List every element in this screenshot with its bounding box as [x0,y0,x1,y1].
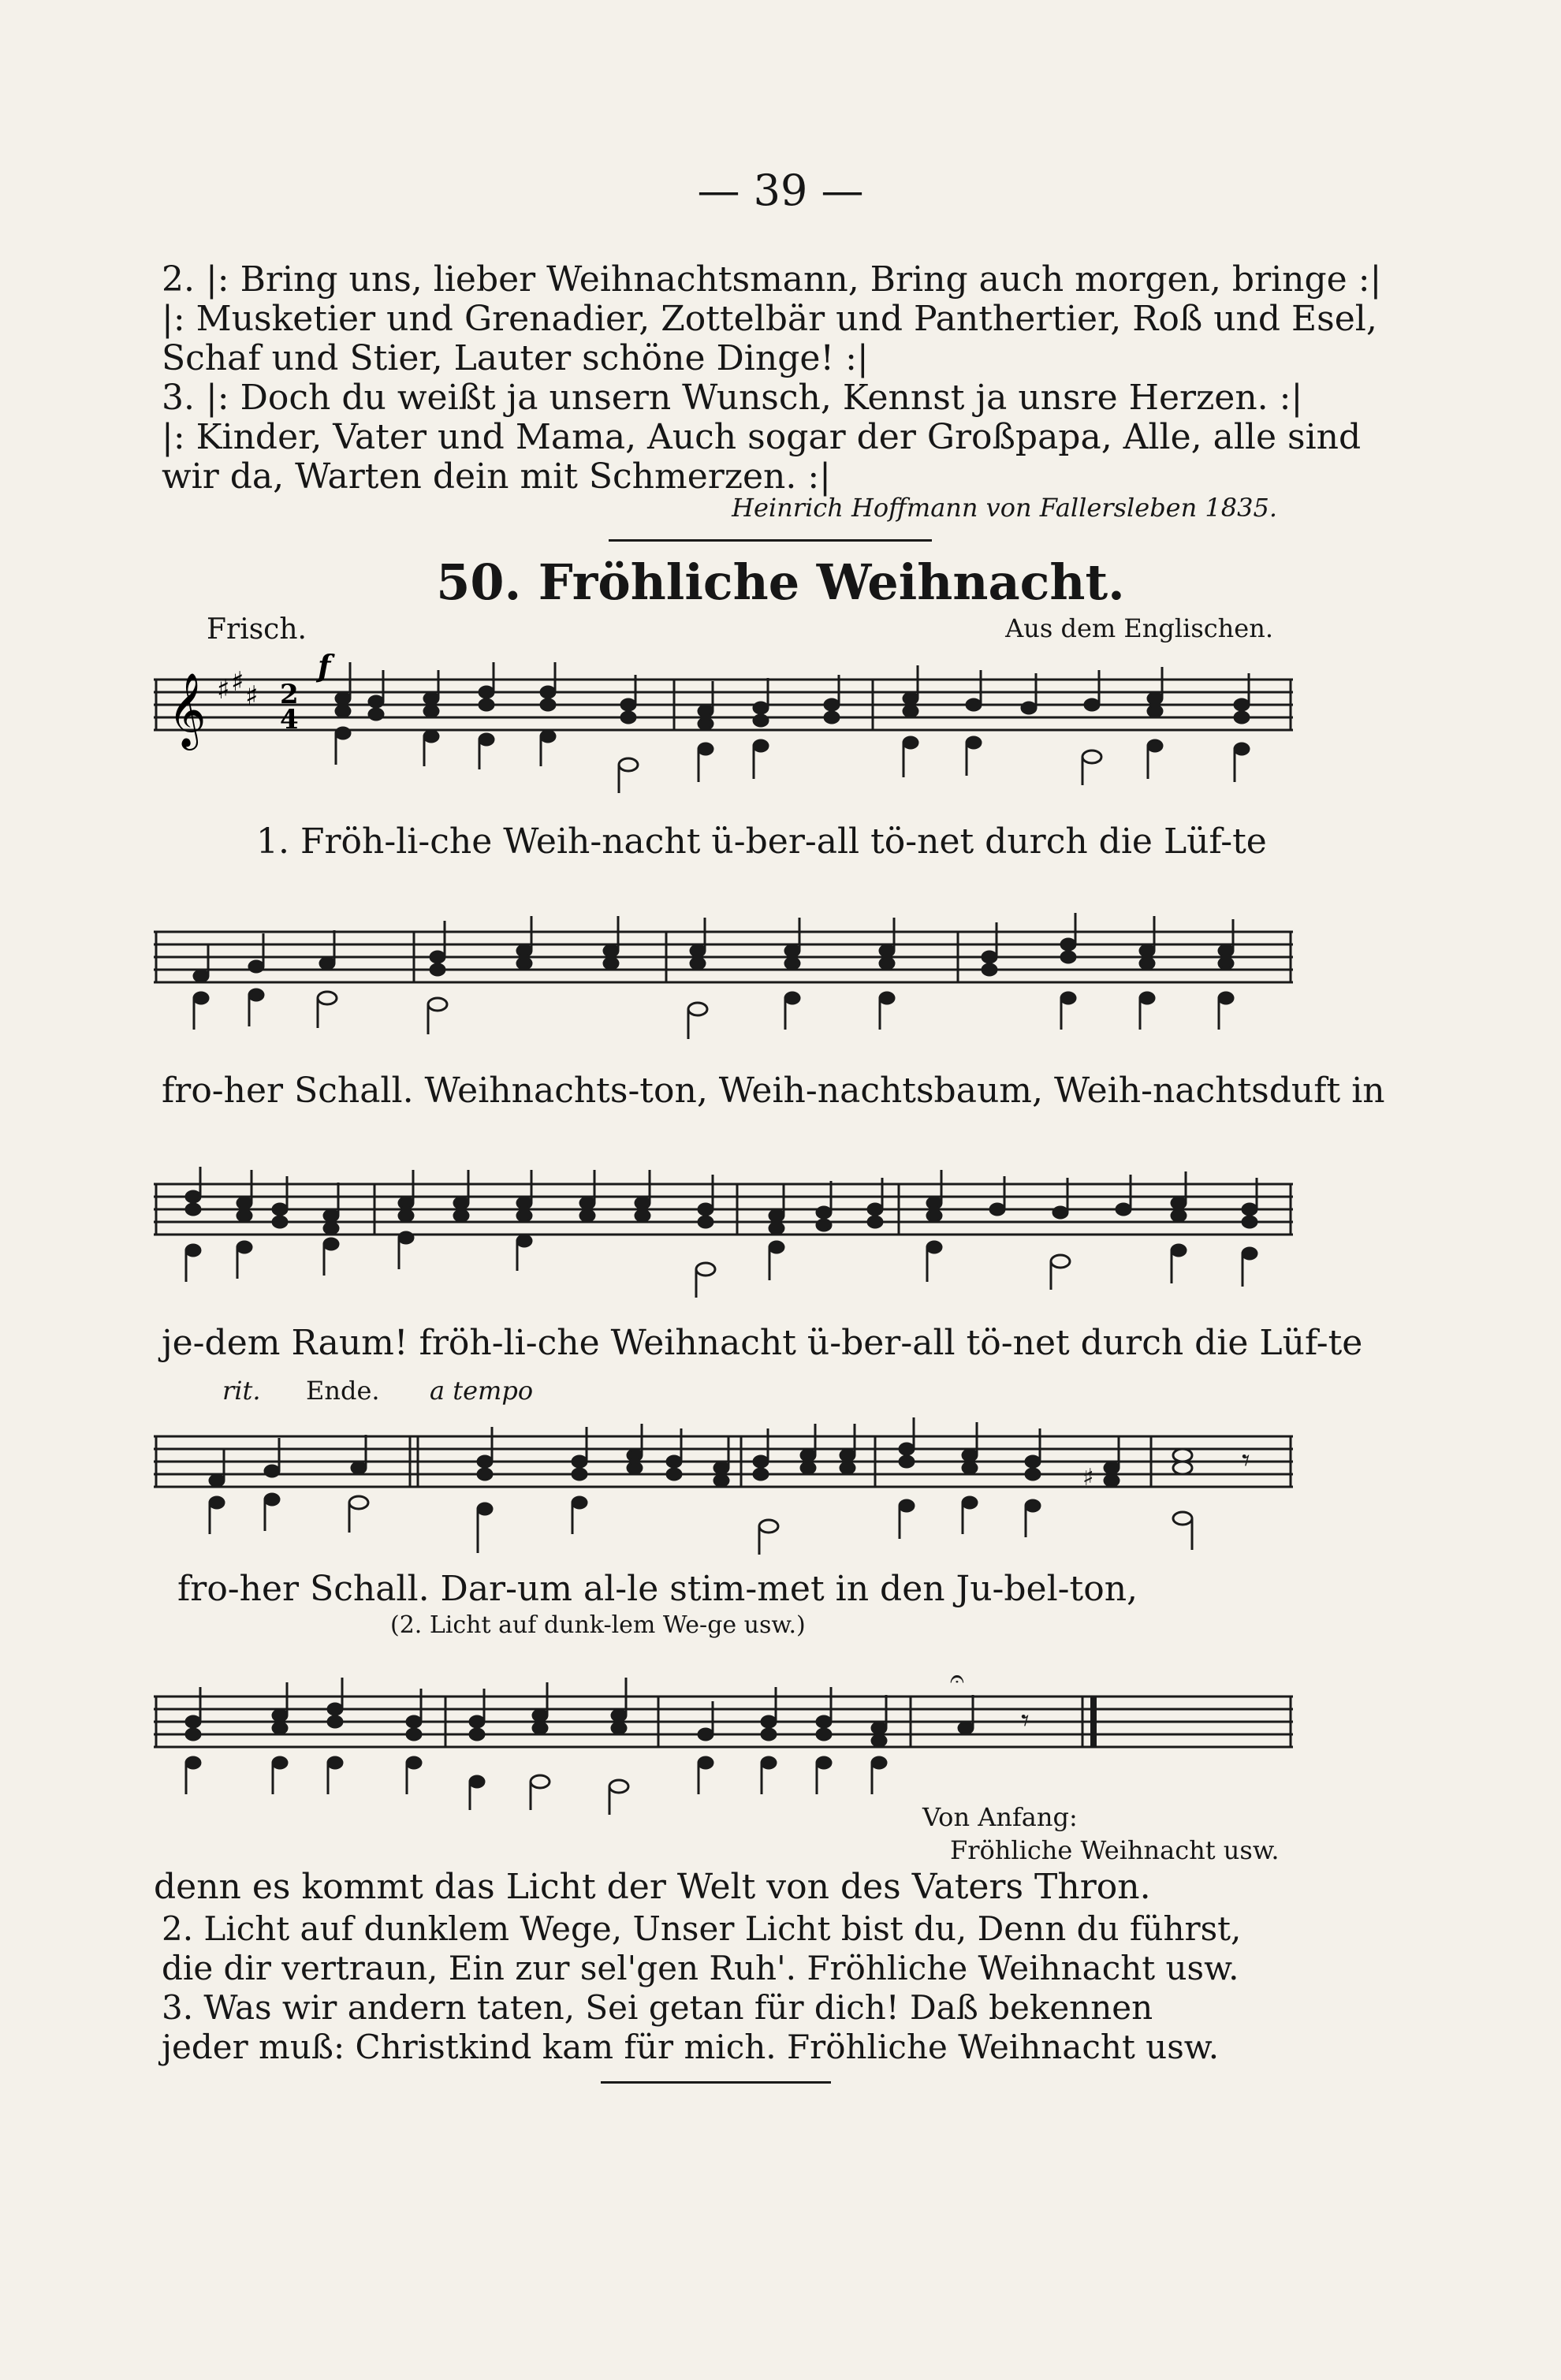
verse-line: 3. Was wir andern taten, Sei getan für dich! Daß bekennen [162,1988,1153,2027]
key-sharp-icon: ♯ [231,666,244,698]
von-anfang-mark: Von Anfang: [922,1802,1078,1832]
treble-clef-icon: 𝄞 [168,672,207,747]
dynamic-forte: f [318,648,331,683]
separator-rule [601,2081,831,2084]
page-number: — 39 — [697,166,864,215]
verse-line: die dir vertraun, Ein zur sel'gen Ruh'. Fröhliche Weihnacht usw. [162,1949,1239,1987]
verse-line: 3. |: Doch du weißt ja unsern Wunsch, Kennst ja unsre Herzen. :| [162,378,1303,418]
music-system-5 [154,1663,1293,1916]
key-sharp-icon: ♯ [245,680,259,712]
staff-4 [154,1403,1293,1561]
song-title: 50. Fröhliche Weihnacht. [436,553,1125,611]
ende-mark: Ende. [306,1376,380,1406]
lyric-line: je-dem Raum! fröh-li-che Weihnacht ü-ber-all tö-net durch die Lüf-te [162,1323,1363,1363]
source-note: Aus dem Englischen. [1005,613,1273,643]
staff-1 [154,646,1293,804]
time-signature: 4 [280,704,299,736]
verse-line: |: Musketier und Grenadier, Zottelbär und Panthertier, Roß und Esel, [162,299,1377,339]
staff-3 [154,1151,1293,1309]
lyric-line: 1. Fröh-li-che Weih-nacht ü-ber-all tö-net durch die Lüf-te [256,821,1267,862]
staff-5 [154,1663,1293,1821]
lyric-line: fro-her Schall. Dar-um al-le stim-met in den Ju-bel-ton, [177,1569,1138,1609]
music-system-4 [154,1403,1293,1656]
tempo-marking: Frisch. [207,613,307,646]
notes [186,1167,1257,1298]
song-verses [162,1909,1289,2067]
verse-line: |: Kinder, Vater und Mama, Auch sogar der Großpapa, Alle, alle sind [162,417,1362,457]
lyric-line: denn es kommt das Licht der Welt von des Vaters Thron. [154,1867,1151,1907]
refrain-mark: Fröhliche Weihnacht usw. [950,1835,1280,1865]
notes [186,1663,1030,1815]
separator-rule [609,539,932,542]
verse-line: jeder muß: Christkind kam für mich. Fröhliche Weihnacht usw. [162,2028,1220,2066]
lyric-line: fro-her Schall. Weihnachts-ton, Weih-nachtsbaum, Weih-nachtsduft in [162,1071,1385,1111]
author-credit: Heinrich Hoffmann von Fallersleben 1835. [732,493,1277,523]
time-signature: 2 [280,679,299,710]
eighth-rest-icon: 𝄾 [1242,1443,1250,1479]
music-system-3 [154,1151,1363,1372]
staff-2 [154,899,1293,1056]
key-sharp-icon: ♯ [217,674,230,706]
second-verse-lyric: (2. Licht auf dunk-lem We-ge usw.) [390,1611,806,1639]
music-system-1 [154,646,1293,875]
notes [336,662,1249,793]
sharp-accidental-icon: ♯ [1082,1464,1094,1492]
verse-line: 2. |: Bring uns, lieber Weihnachtsmann, Bring auch morgen, bringe :| [162,259,1382,300]
eighth-rest-icon: 𝄾 [1021,1703,1030,1739]
fermata-icon: 𝄐 [950,1663,964,1693]
ritardando-mark: rit. [222,1376,261,1406]
previous-song-verses [162,259,1382,497]
a-tempo-mark: a tempo [430,1376,534,1406]
verse-line: 2. Licht auf dunklem Wege, Unser Licht bist du, Denn du führst, [162,1909,1242,1948]
verse-line: wir da, Warten dein mit Schmerzen. :| [162,456,831,497]
verse-line: Schaf und Stier, Lauter schöne Dinge! :| [162,338,869,378]
music-system-2 [154,899,1385,1119]
